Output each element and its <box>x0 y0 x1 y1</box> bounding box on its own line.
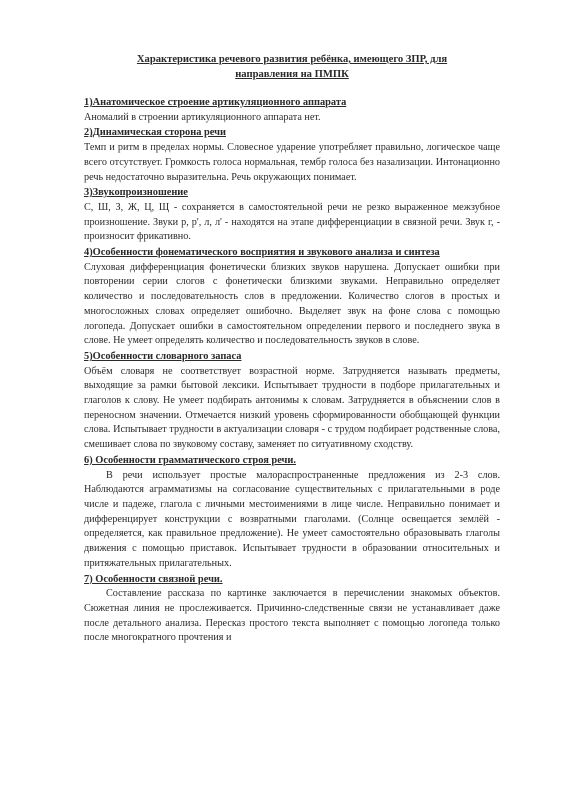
section-grammar <box>84 454 500 572</box>
document-title <box>84 52 500 82</box>
section-phonemic <box>84 246 500 349</box>
section-heading: 2)Динамическая сторона речи <box>84 127 226 139</box>
section-pronunciation <box>84 186 500 245</box>
section-heading: 3)Звукопроизношение <box>84 187 188 199</box>
section-paragraph: Составление рассказа по картинке заключается в перечислении знакомых объектов. Сюжетная линия не прослеживается. Причинно-следственные связи не устанавливает даже после детального анализа. Пересказ простого текста выполняет с помощью логопеда только после многократного прочтения и <box>84 588 500 644</box>
section-paragraph: В речи использует простые малораспространенные предложения из 2-3 слов. Наблюдаются аграмматизмы на согласование существительных с прилагательными в роде числе и падеже, глагола с личными местоимениями в лице числе. Неправильно понимает и дифференцирует конструкции с возвратными глаголами. (Солнце освещается землёй - определяется, как правильное предложение). Не умеет самостоятельно образовывать глаголы движения с помощью приставок. Испытывает трудности в образовании относительных и притяжательных прилагательных. <box>84 469 500 569</box>
section-heading: 5)Особенности словарного запаса <box>84 350 242 362</box>
section-heading: 4)Особенности фонематического восприятия и звукового анализа и синтеза <box>84 247 440 259</box>
section-connected-speech <box>84 573 500 647</box>
section-dynamics <box>84 126 500 185</box>
title-line-2: направления на ПМПК <box>235 69 349 80</box>
section-paragraph: Аномалий в строении артикуляционного аппарата нет. <box>84 111 321 123</box>
section-anatomy <box>84 96 500 125</box>
section-paragraph: Темп и ритм в пределах нормы. Словесное ударение употребляет правильно, логическое чаще всего отсутствует. Громкость голоса нормальная, тембр голоса без назализации. Интонационно речь недостаточно выразительна. Речь окружающих понимает. <box>84 142 500 183</box>
section-heading: 1)Анатомическое строение артикуляционного аппарата <box>84 97 347 108</box>
section-heading: 6) Особенности грамматического строя речи. <box>84 454 296 466</box>
section-heading: 7) Особенности связной речи. <box>84 573 223 585</box>
title-line-1: Характеристика речевого развития ребёнка, имеющего ЗПР, для <box>136 54 448 65</box>
section-paragraph: С, Ш, З, Ж, Ц, Щ - сохраняется в самостоятельной речи не резко выраженное межзубное произношение. Звуки р, р', л, л' - находятся на этапе дифференциации в связной речи. Звук г, - произносит фрикативно. <box>84 201 500 243</box>
section-paragraph: Слуховая дифференциация фонетически близких звуков нарушена. Допускает ошибки при повторении серии слогов с фонетически близкими звуками. Неправильно определяет количество и последовательность слов в предложении. Количество слогов в простых и многосложных словах определяет ошибочно. Выделяет звук на фоне слова с помощью логопеда. Допускает ошибки в самостоятельном определении первого и последнего звука в слове. Не умеет определять количество и последовательность звуков в слове. <box>84 261 500 347</box>
document-page <box>84 52 500 647</box>
section-vocabulary <box>84 350 500 453</box>
section-paragraph: Объём словаря не соответствует возрастной норме. Затрудняется называть предметы, выходящие за рамки бытовой лексики. Испытывает трудности в подборе прилагательных и глаголов к слову. Не умеет подбирать антонимы к словам. Затрудняется в объяснении слов в переносном значении. Отмечается низкий уровень сформированности обобщающей функции слова. Испытывает трудности в актуализации словаря - с трудом подбирает родственные слова, смешивает слова по звуковому составу, заменяет по ситуативному сходству. <box>84 365 500 451</box>
